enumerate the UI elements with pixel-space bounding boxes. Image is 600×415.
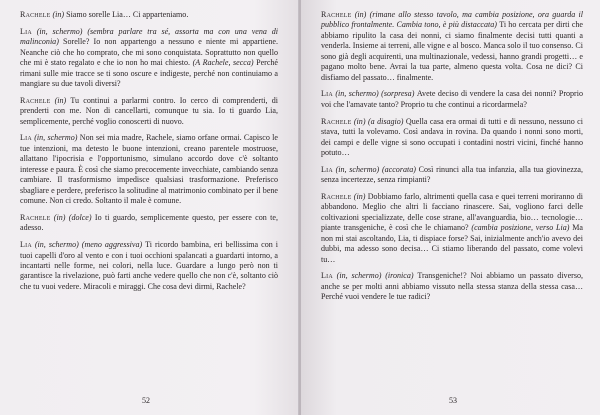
dialogue-text: Ma non mi stai ascoltando, Lia, ti dispiace forse? Sai, inizialmente anch'io avevo dei dubbi, ma adesso sono decisa… Ci stiamo liberando del passato, come volevi tu… xyxy=(321,223,584,264)
dialogue-text: Sorelle? Io non appartengo a nessuno e niente mi appartiene. Neanche ciò che ho comprato, che mi sono conquistata. Soprattutto non quello che mi è stato regalato e che io non ho mai chiesto. xyxy=(20,37,278,68)
dialogue-text: Transgeniche!? Noi abbiamo un passato diverso, anche se per molti anni abbiamo vissuto nella stessa stanza della stessa casa… Perché vuoi vendere le tue radici? xyxy=(321,271,583,302)
right-page-text xyxy=(321,10,583,309)
speaker-name: Rachele xyxy=(321,116,352,126)
dialogue-paragraph xyxy=(321,165,583,186)
dialogue-paragraph xyxy=(20,213,278,234)
speaker-name: Lia xyxy=(20,26,32,36)
stage-direction: (A Rachele, secca) xyxy=(192,58,257,68)
dialogue-paragraph xyxy=(321,192,583,265)
dialogue-paragraph xyxy=(20,133,278,206)
stage-direction: (in, schermo) (sembra parlare tra sé, assorta ma con una vena di malinconia) xyxy=(20,26,278,47)
right-page-number: 53 xyxy=(449,396,457,405)
dialogue-paragraph xyxy=(20,27,278,90)
dialogue-paragraph xyxy=(321,117,583,159)
stage-direction: (in) (dolce) xyxy=(50,212,95,222)
speaker-name: Rachele xyxy=(321,191,352,201)
dialogue-paragraph xyxy=(321,271,583,302)
dialogue-paragraph xyxy=(20,10,278,20)
dialogue-text: Io ti guardo, semplicemente questo, per essere con te, adesso. xyxy=(20,212,278,233)
dialogue-text: Ti ricordo bambina, eri bellissima con i tuoi capelli d'oro al vento e con i tuoi occhioni spalancati a guardarti intorno, a incantarti nelle forme, nei colori, nella luce. Guardare a lungo però non ti garantisce la rivelazione, può farti anche vedere quello che non c'è, soltanto ciò che tu vuoi vedere. Miracoli e miraggi. Che cosa devi dirmi, Rachele? xyxy=(20,240,278,291)
stage-direction: (in, schermo) (sorpresa) xyxy=(332,89,417,99)
stage-direction: (in, schermo) (ironica) xyxy=(332,271,418,281)
dialogue-text: Quella casa era ormai di tutti e di nessuno, nessuno ci stava, tutti la volevamo. Così andava in rovina. Da quando i nonni sono morti, dei campi e delle vigne si sono occupati i contadini nostri vicini, finché hanno potuto… xyxy=(321,116,583,158)
stage-direction: (in, schermo) xyxy=(31,133,80,143)
stage-direction: (in) xyxy=(50,95,71,105)
stage-direction: (in) (a disagio) xyxy=(351,116,406,126)
stage-direction: (in) (rimane allo stesso tavolo, ma cambia posizione, ora guarda il pubblico frontalmente. Cambia tono, è più distaccata) xyxy=(321,10,583,30)
dialogue-paragraph xyxy=(321,10,583,83)
dialogue-paragraph xyxy=(20,96,278,127)
right-page xyxy=(301,0,600,415)
dialogue-paragraph xyxy=(321,89,583,110)
speaker-name: Rachele xyxy=(20,95,51,105)
left-page xyxy=(0,0,299,415)
speaker-name: Lia xyxy=(20,133,32,143)
left-page-number: 52 xyxy=(142,396,150,405)
speaker-name: Lia xyxy=(321,89,333,99)
dialogue-text: Così rinunci alla tua infanzia, alla tua giovinezza, senza incertezze, senza rimpianti? xyxy=(321,164,584,185)
dialogue-text: Perché rimani sulle mie tracce se ti sono oscure e indigeste, perché non continuiamo a mangiare su due tavoli diversi? xyxy=(20,58,278,89)
stage-direction: (in) xyxy=(50,10,67,19)
speaker-name: Lia xyxy=(321,164,333,174)
stage-direction: (cambia posizione, verso Lia) xyxy=(471,223,573,233)
speaker-name: Lia xyxy=(321,271,333,281)
speaker-name: Rachele xyxy=(321,10,352,19)
stage-direction: (in, schermo) (accorata) xyxy=(332,164,419,174)
dialogue-paragraph xyxy=(20,240,278,292)
dialogue-text: Avete deciso di vendere la casa dei nonni? Proprio voi che l'amavate tanto? Proprio tu che continui a ricordarmela? xyxy=(321,89,583,109)
dialogue-text: Siamo sorelle Lia… Ci apparteniamo. xyxy=(66,10,189,19)
dialogue-text: Ti ho cercata per dirti che abbiamo ripulito la casa dei nonni, ci siamo finalmente decisi tutti quanti a venderla. Insieme ai terreni, alle vigne e al bosco. Manca solo il tuo consenso. Ci sono già degli acquirenti, una multinazionale, vedessi, hanno grandi progetti… e pagano molto bene. Avrai la tua parte, almeno questa volta. Cosa ne dici? Ci disfiamo del passato… finalmente. xyxy=(321,20,583,82)
dialogue-text: Tu continui a parlarmi contro. Io cerco di comprenderti, di prenderti con me. Non di cancellarti, comunque tu sia. Io ti guardo Lia, semplicemente, perché voglio conoscerti di nuovo. xyxy=(20,95,278,126)
stage-direction: (in) xyxy=(351,191,368,201)
speaker-name: Rachele xyxy=(20,212,51,222)
dialogue-text: Dobbiamo farlo, altrimenti quella casa e quei terreni moriranno di abbandono. Meglio che altri li facciano rinascere. Sai, vogliono farci delle coltivazioni specializzate, delle cose strane, all'avanguardia, bio… tecnologie… piante transgeniche, è così che le chiamano? xyxy=(321,191,583,233)
speaker-name: Rachele xyxy=(20,10,51,19)
dialogue-text: Non sei mia madre, Rachele, siamo orfane ormai. Capisco le tue intenzioni, ma detesto le buone intenzioni, creano parentele mostruose, allattano l'ipocrisia e l'opportunismo, simulano accordo dove c'è soltanto interesse e paura. È così che siamo precocemente invecchiate, cambiando senza cambiare. Il trasformismo impedisce qualsiasi trasformazione. Preferisco sbagliare e perdere, preferisco la solitudine al matrimonio combinato per il bene comune. Non ci credo. Soltanto il male è comune. xyxy=(20,133,278,206)
speaker-name: Lia xyxy=(20,240,32,250)
left-page-text xyxy=(20,10,278,299)
stage-direction: (in, schermo) (meno aggressiva) xyxy=(31,240,146,250)
